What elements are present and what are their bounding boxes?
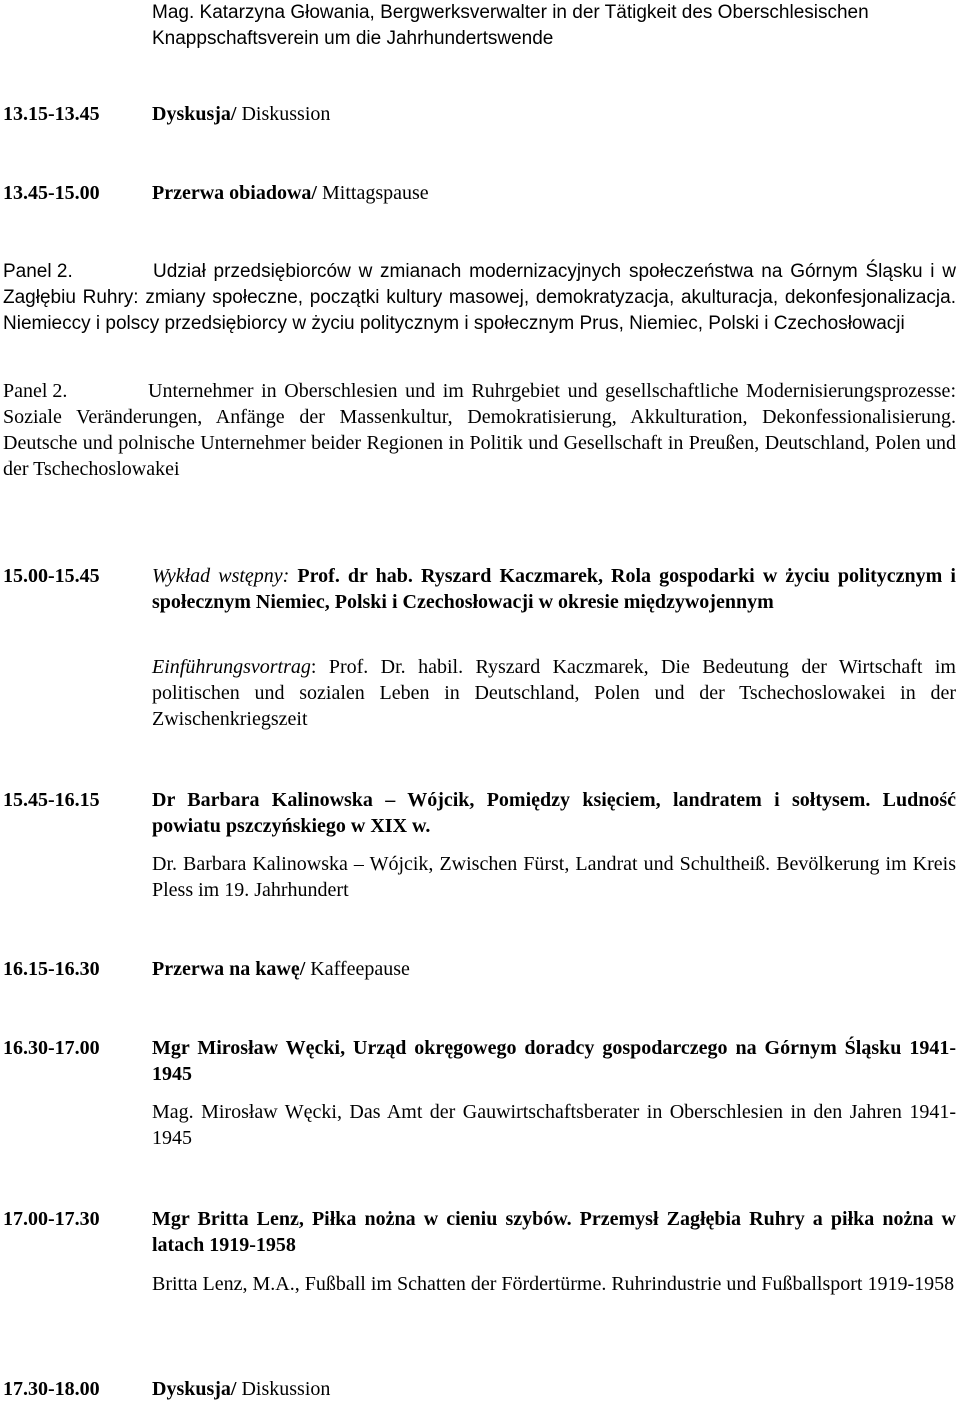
agenda-item-lunch [152, 180, 956, 206]
item-de-rest: Britta Lenz, M.A., Fußball im Schatten der Fördertürme. Ruhrindustrie und Fußballsport 1919-1958 [152, 1273, 955, 1295]
item-de-rest: Mag. Mirosław Węcki, Das Amt der Gauwirtschaftsberater in Oberschlesien in den Jahren 1941-1945 [152, 1101, 956, 1149]
panel-pl [3, 259, 956, 337]
item-de-rest: : Prof. Dr. habil. Ryszard Kaczmarek, Die Bedeutung der Wirtschaft im politischen und sozialen Leben in Deutschland, Polen und der Tschechoslowakei in der Zwischenkriegszeit [152, 656, 956, 730]
item-pl-bold: Dr Barbara Kalinowska – Wójcik, Pomiędzy księciem, landratem i sołtysem. Ludność powiatu pszczyńskiego w XIX w. [152, 789, 956, 837]
intro-line-1: Mag. Katarzyna Głowania, Bergwerksverwalter in der Tätigkeit des Oberschlesischen [152, 2, 869, 23]
intro-text [152, 0, 956, 52]
item-title-rest: Diskussion [236, 1378, 331, 1400]
agenda-item-keynote-de [152, 654, 956, 732]
panel-de-label: Panel 2. [3, 380, 68, 402]
item-pl-bold: Prof. dr hab. Ryszard Kaczmarek, Rola gospodarki w życiu politycznym i społecznym Niemiec, Polski i Czechosłowacji w okresie międzywojennym [152, 565, 956, 613]
agenda-item-keynote-pl [152, 563, 956, 615]
time-slot: 16.15-16.30 [3, 958, 100, 980]
item-pl-italic: Wykład wstępny: [152, 565, 290, 587]
time-slot: 15.45-16.15 [3, 789, 100, 811]
item-pl-bold: Mgr Britta Lenz, Piłka nożna w cieniu szybów. Przemysł Zagłębia Ruhry a piłka nożna w latach 1919-1958 [152, 1208, 956, 1256]
time-slot: 17.00-17.30 [3, 1208, 100, 1230]
panel-pl-label: Panel 2. [3, 261, 73, 282]
agenda-item-discussion [152, 101, 956, 127]
intro-line-2: Knappschaftsverein um die Jahrhundertswende [152, 28, 554, 49]
time-slot: 13.15-13.45 [3, 103, 100, 125]
agenda-item-lenz-de [152, 1271, 956, 1297]
item-title-bold: Przerwa obiadowa/ [152, 182, 317, 204]
time-slot: 15.00-15.45 [3, 565, 100, 587]
item-title-rest: Kaffeepause [305, 958, 410, 980]
panel-de [3, 378, 956, 482]
item-title-bold: Dyskusja/ [152, 1378, 237, 1400]
agenda-item-final-discussion [152, 1376, 956, 1402]
item-title-rest: Mittagspause [316, 182, 429, 204]
time-slot: 16.30-17.00 [3, 1037, 100, 1059]
panel-de-text: Unternehmer in Oberschlesien und im Ruhrgebiet und gesellschaftliche Modernisierungsprozesse: Soziale Veränderungen, Anfänge der Massenkultur, Demokratisierung, Akkulturation, Dekonfessionalisierung. Deutsche und polnische Unternehmer beider Regionen in Politik und Gesellschaft in Preußen, Deutschland, Polen und der Tschechoslowakei [3, 380, 956, 480]
item-pl-bold: Mgr Mirosław Węcki, Urząd okręgowego doradcy gospodarczego na Górnym Śląsku 1941-1945 [152, 1037, 956, 1085]
item-de-rest: Dr. Barbara Kalinowska – Wójcik, Zwischen Fürst, Landrat und Schultheiß. Bevölkerung im Kreis Pless im 19. Jahrhundert [152, 853, 956, 901]
agenda-item-lenz-pl [152, 1206, 956, 1258]
item-title-bold: Dyskusja/ [152, 103, 237, 125]
item-title-bold: Przerwa na kawę/ [152, 958, 306, 980]
item-title-rest: Diskussion [236, 103, 331, 125]
agenda-item-wecki-pl [152, 1035, 956, 1087]
item-de-italic: Einführungsvortrag [152, 656, 311, 678]
agenda-item-wecki-de [152, 1099, 956, 1151]
agenda-item-kalinowska-de [152, 851, 956, 903]
agenda-item-coffee [152, 956, 956, 982]
time-slot: 13.45-15.00 [3, 182, 100, 204]
time-slot: 17.30-18.00 [3, 1378, 100, 1400]
panel-pl-text: Udział przedsiębiorców w zmianach modernizacyjnych społeczeństwa na Górnym Śląsku i w Zagłębiu Ruhry: zmiany społeczne, początki kultury masowej, demokratyzacja, akulturacja, dekonfesjonalizacja. Niemieccy i polscy przedsiębiorcy w życiu politycznym i społecznym Prus, Niemiec, Polski i Czechosłowacji [3, 261, 956, 334]
agenda-item-kalinowska-pl [152, 787, 956, 839]
